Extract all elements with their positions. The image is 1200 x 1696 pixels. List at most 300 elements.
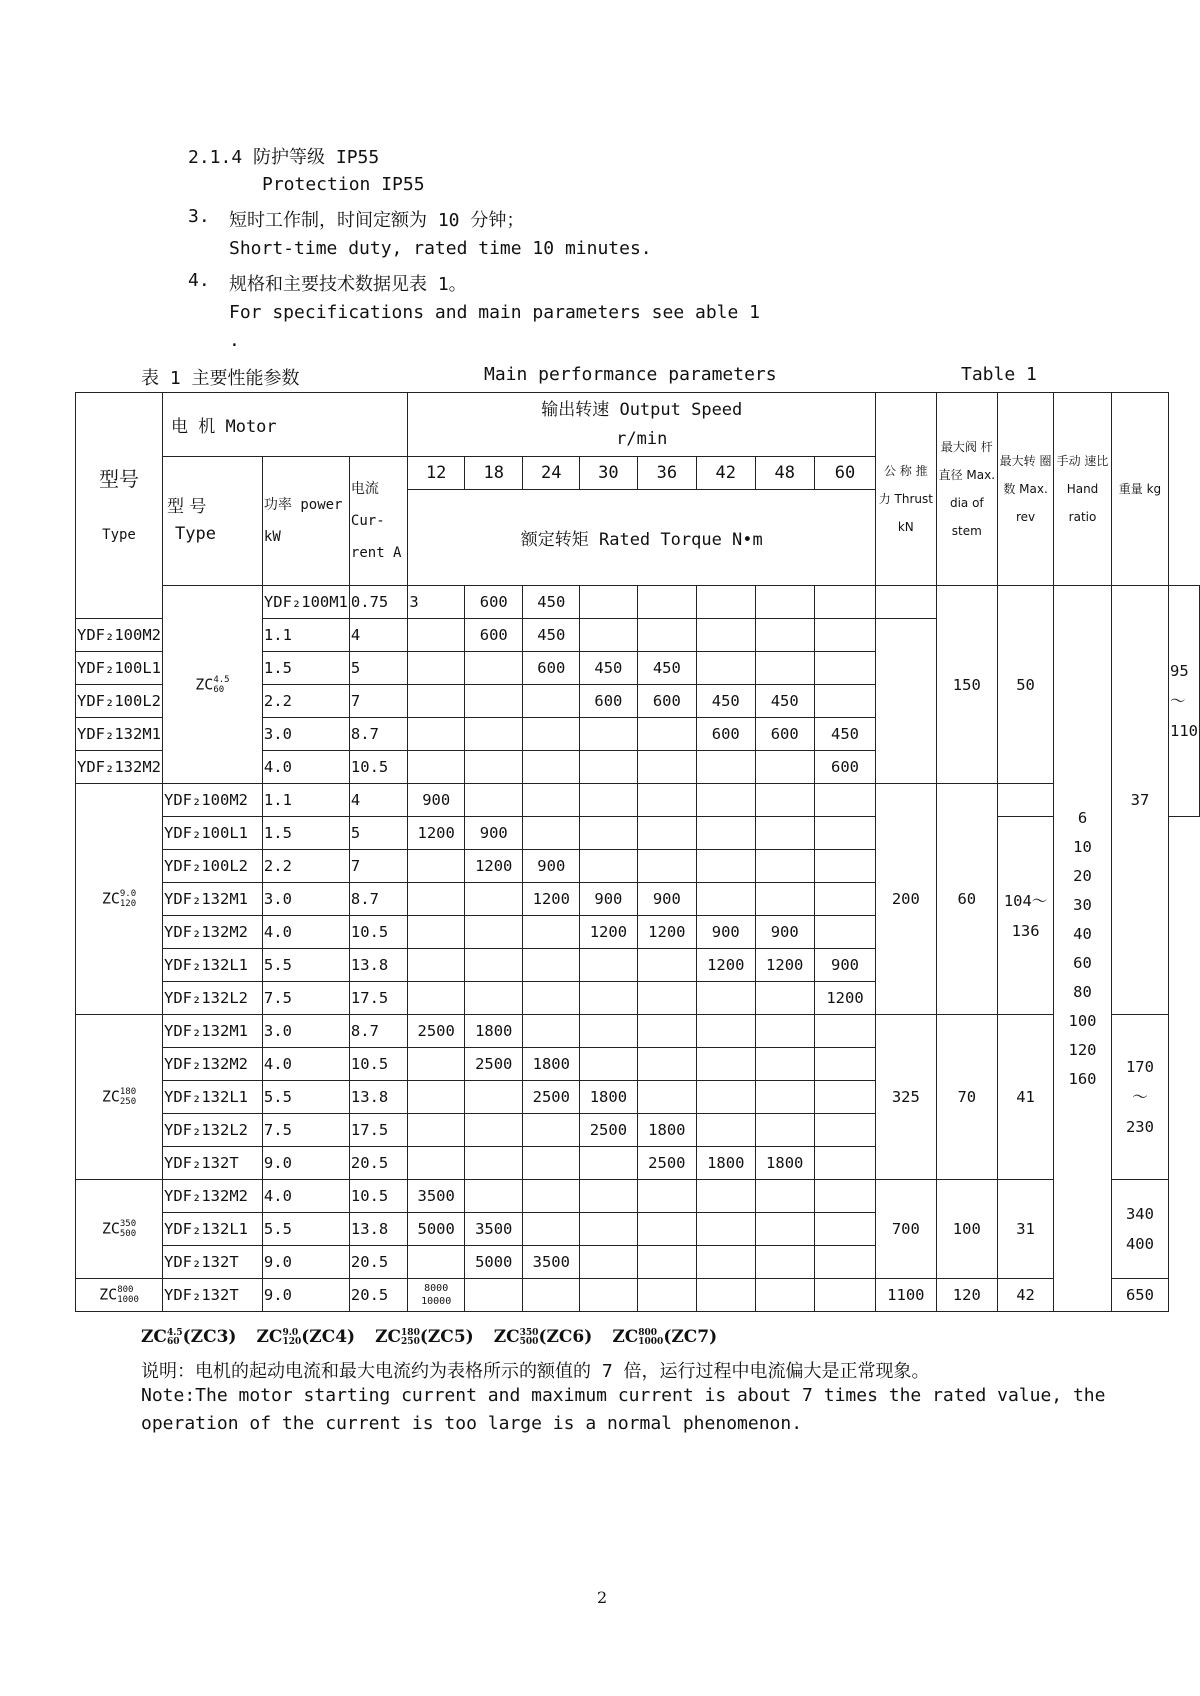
torque-cell [408,1147,465,1180]
current-cell: 20.5 [349,1246,407,1279]
current-cell: 4 [349,784,407,817]
torque-cell [637,586,696,619]
legend-code: (ZC7) [663,1327,718,1347]
header-speed-unit: r/min [616,428,668,449]
table-row [76,1279,1200,1312]
torque-cell: 1800 [637,1114,696,1147]
type-sup: 4.5 [213,674,230,685]
torque-cell [408,751,465,784]
power-cell: 5.5 [262,1213,349,1246]
torque-cell: 3500 [523,1246,580,1279]
motor-type-cell: YDF₂132M2 [163,1048,263,1081]
torque-cell: 1200 [465,850,523,883]
torque-cell [408,652,465,685]
stem-cell: 100 [936,1180,998,1279]
legend-type-sup: 350 [519,1327,539,1338]
current-cell: 20.5 [349,1147,407,1180]
current-cell: 10.5 [349,1048,407,1081]
torque-cell: 450 [814,718,875,751]
torque-cell [814,850,875,883]
torque-cell: 1200 [580,916,638,949]
type-cell [76,1279,163,1312]
torque-cell [814,652,875,685]
torque-cell [580,982,638,1015]
torque-cell: 5000 [408,1213,465,1246]
torque-cell [465,982,523,1015]
header-speed-label: 输出转速 Output Speed [541,399,743,420]
torque-cell: 450 [523,619,580,652]
current-cell: 10.5 [349,751,407,784]
section-3-number: 3. [188,206,210,227]
current-cell: 17.5 [349,1114,407,1147]
torque-cell: 1200 [697,949,755,982]
current-cell: 13.8 [349,1213,407,1246]
torque-cell [465,784,523,817]
power-cell: 3.0 [262,1015,349,1048]
legend-type-sub: 60 [166,1336,180,1347]
power-cell: 1.1 [262,784,349,817]
torque-cell [523,916,580,949]
current-cell: 17.5 [349,982,407,1015]
torque-cell [697,982,755,1015]
current-cell: 3 [408,586,465,619]
torque-cell [465,1279,523,1312]
torque-cell: 1200 [755,949,814,982]
motor-type-cell: YDF₂132T [163,1147,263,1180]
torque-cell [580,1048,638,1081]
header-max-rev: 最大转 圈数 Max. rev [998,393,1054,586]
motor-type-cell: YDF₂100L1 [76,652,163,685]
power-cell: 7.5 [262,982,349,1015]
header-motor-type-en: Type [175,524,216,544]
motor-type-cell: YDF₂100L2 [76,685,163,718]
hand-ratio-cell: 31 [998,1180,1054,1279]
torque-cell [580,586,638,619]
type-sub: 250 [119,1097,137,1107]
legend-type-sup: 800 [638,1327,658,1338]
torque-cell: 450 [580,652,638,685]
torque-cell [523,1180,580,1213]
current-cell: 13.8 [349,1081,407,1114]
torque-cell [408,1114,465,1147]
motor-type-cell: YDF₂100M1 [262,586,349,619]
torque-cell [523,718,580,751]
table-row [76,817,1200,850]
torque-cell [465,1147,523,1180]
legend-code: (ZC4) [301,1327,356,1347]
speed-col-12: 12 [408,457,465,490]
torque-cell [697,586,755,619]
torque-cell [580,1147,638,1180]
type-main: ZC [101,889,120,908]
header-stem: 最大阀 杆直径 Max. dia of stem [936,393,998,586]
torque-cell: 600 [755,718,814,751]
torque-cell [580,949,638,982]
power-cell: 5.5 [262,1081,349,1114]
torque-cell: 1800 [580,1081,638,1114]
header-type-en: Type [102,527,136,544]
torque-cell [408,916,465,949]
torque-cell [523,751,580,784]
header-speed [408,393,876,457]
thrust-cell: 1100 [876,1279,936,1312]
torque-cell: 600 [465,586,523,619]
legend-type-main: ZC [141,1327,167,1347]
torque-cell [814,1015,875,1048]
motor-type-cell: YDF₂132M2 [163,1180,263,1213]
torque-cell [408,850,465,883]
type-sub: 120 [119,899,137,909]
torque-cell [580,817,638,850]
torque-cell [637,1048,696,1081]
torque-cell [697,1114,755,1147]
torque-cell [637,1213,696,1246]
torque-cell [755,751,814,784]
torque-cell [755,619,814,652]
header-torque: 额定转矩 Rated Torque N•m [408,490,876,586]
torque-cell [697,1180,755,1213]
current-cell: 8.7 [349,718,407,751]
torque-cell [580,1180,638,1213]
torque-cell [408,982,465,1015]
legend-type-sub: 250 [401,1336,420,1347]
speed-col-30: 30 [580,457,638,490]
torque-cell [697,883,755,916]
torque-cell [697,1246,755,1279]
torque-cell [755,1279,814,1312]
type-cell [163,586,263,784]
power-cell: 0.75 [349,586,407,619]
torque-cell [523,1279,580,1312]
motor-type-cell: YDF₂100M2 [163,784,263,817]
torque-cell: 1800 [465,1015,523,1048]
current-cell: 5 [349,652,407,685]
max-rev-cell: 6 10 20 30 40 60 80 100 120 160 [1054,586,1112,1312]
note-en-line-1: Note:The motor starting current and maximum current is about 7 times the rated value, the [141,1385,1106,1406]
legend-type-sub: 1000 [638,1336,664,1347]
torque-cell [465,685,523,718]
header-hand-ratio: 手动 速比 Hand ratio [1054,393,1112,586]
section-2-1-4-cn: 2.1.4 防护等级 IP55 [188,147,380,168]
torque-cell: 900 [465,817,523,850]
torque-cell [637,1081,696,1114]
torque-cell [697,817,755,850]
motor-type-cell: YDF₂132L2 [163,1114,263,1147]
section-3-en: Short-time duty, rated time 10 minutes. [229,238,652,259]
torque-cell: 3500 [465,1213,523,1246]
torque-cell [755,982,814,1015]
legend-type-sup: 4.5 [166,1327,183,1338]
torque-cell [755,1114,814,1147]
legend-type-main: ZC [612,1327,639,1347]
current-cell: 7 [349,685,407,718]
torque-cell [637,949,696,982]
legend-type-main: ZC [375,1327,402,1347]
stem-cell: 70 [936,1015,998,1180]
legend-code: (ZC6) [538,1327,593,1347]
torque-cell [814,883,875,916]
weight-cell: 650 [1111,1279,1168,1312]
weight-cell: 170 ～ 230 [1111,1015,1168,1180]
weight-cell: 340 400 [1111,1180,1168,1279]
torque-cell: 450 [523,586,580,619]
type-sup: 9.0 [119,889,137,899]
torque-cell [465,1114,523,1147]
table-row [76,586,1200,619]
torque-cell: 900 [697,916,755,949]
type-cell [76,1180,163,1279]
torque-cell [814,1114,875,1147]
torque-cell [523,1015,580,1048]
note-cn: 说明：电机的起动电流和最大电流约为表格所示的额值的 7 倍，运行过程中电流偏大是正常现象。 [141,1361,930,1382]
torque-cell: 1200 [637,916,696,949]
power-cell: 4.0 [262,1048,349,1081]
current-cell: 10.5 [349,916,407,949]
hand-ratio-cell: 37 [1111,586,1168,1015]
power-cell: 3.0 [262,883,349,916]
torque-cell [697,1048,755,1081]
power-cell: 1.5 [262,817,349,850]
speed-col-48: 48 [755,457,814,490]
speed-col-24: 24 [523,457,580,490]
header-weight: 重量 kg [1111,393,1168,586]
hand-ratio-cell: 42 [998,1279,1054,1312]
torque-cell [697,1015,755,1048]
power-cell: 5.5 [262,949,349,982]
torque-cell [697,619,755,652]
torque-cell [755,883,814,916]
torque-cell [580,1213,638,1246]
torque-cell: 900 [523,850,580,883]
torque-cell: 900 [408,784,465,817]
type-legend [141,1327,737,1347]
torque-cell: 600 [697,718,755,751]
torque-cell [637,1279,696,1312]
hand-ratio-cell: 41 [998,1015,1054,1180]
motor-type-cell: YDF₂132L2 [163,982,263,1015]
torque-cell [408,883,465,916]
torque-cell [814,1048,875,1081]
power-cell: 1.5 [262,652,349,685]
torque-cell [465,652,523,685]
power-cell: 4.0 [262,751,349,784]
torque-cell: 900 [814,949,875,982]
torque-cell [523,1147,580,1180]
type-cell [76,784,163,1015]
torque-cell: 8000 10000 [408,1279,465,1312]
current-cell: 5 [349,817,407,850]
speed-col-60: 60 [814,457,875,490]
power-cell: 9.0 [262,1147,349,1180]
legend-type-main: ZC [256,1327,283,1347]
power-cell: 3.0 [262,718,349,751]
motor-type-cell: YDF₂132L1 [163,1213,263,1246]
section-3-cn: 短时工作制，时间定额为 10 分钟； [229,210,525,231]
torque-cell: 5000 [465,1246,523,1279]
torque-cell [637,1015,696,1048]
torque-cell: 1800 [697,1147,755,1180]
torque-cell [814,1147,875,1180]
torque-cell [637,850,696,883]
current-cell: 7 [349,850,407,883]
torque-cell [408,685,465,718]
header-motor: 电 机 Motor [163,393,408,457]
speed-col-18: 18 [465,457,523,490]
motor-type-cell: YDF₂132T [163,1246,263,1279]
current-cell: 8.7 [349,1015,407,1048]
torque-cell: 2500 [637,1147,696,1180]
torque-cell [755,1213,814,1246]
torque-cell [755,784,814,817]
header-type-cn: 型号 [99,467,139,492]
torque-cell: 600 [637,685,696,718]
torque-cell [697,850,755,883]
torque-cell [523,1213,580,1246]
torque-cell [523,949,580,982]
type-sup: 800 [117,1285,134,1295]
torque-cell [814,685,875,718]
legend-type-sup: 180 [401,1327,420,1338]
table-row [76,784,1200,817]
torque-cell [755,652,814,685]
speed-col-36: 36 [637,457,696,490]
torque-cell [465,718,523,751]
type-sub: 60 [213,684,225,695]
torque-cell [523,1114,580,1147]
torque-cell [408,949,465,982]
motor-type-cell: YDF₂132L1 [163,1081,263,1114]
torque-cell [697,1081,755,1114]
torque-cell [637,982,696,1015]
weight-cell: 104～ 136 [998,817,1054,1015]
current-cell: 10.5 [349,1180,407,1213]
speed-col-42: 42 [697,457,755,490]
section-2-1-4-en: Protection IP55 [262,174,425,195]
torque-cell: 3500 [408,1180,465,1213]
torque-cell [523,982,580,1015]
stem-cell: 120 [936,1279,998,1312]
header-row-1 [76,393,1200,457]
torque-cell [408,1246,465,1279]
torque-cell [523,685,580,718]
torque-cell [465,883,523,916]
header-type [76,393,163,619]
power-cell: 9.0 [262,1279,349,1312]
torque-cell [637,718,696,751]
torque-cell [755,850,814,883]
section-4-cn: 规格和主要技术数据见表 1。 [229,274,467,295]
type-main: ZC [101,1219,120,1238]
section-4-en: For specifications and main parameters see able 1 [229,302,761,323]
type-main: ZC [101,1087,120,1106]
torque-cell [465,949,523,982]
stem-cell: 60 [936,784,998,1015]
torque-cell [755,586,814,619]
torque-cell [465,1081,523,1114]
header-motor-type-cn: 型 号 [167,496,207,517]
torque-cell [465,916,523,949]
torque-cell [523,784,580,817]
note-en-line-2: operation of the current is too large is a normal phenomenon. [141,1413,803,1434]
torque-cell: 2500 [408,1015,465,1048]
table-caption-right: Table 1 [961,364,1037,385]
torque-cell: 450 [637,652,696,685]
torque-cell [814,1180,875,1213]
torque-cell [465,1180,523,1213]
type-cell [76,1015,163,1180]
thrust-cell: 325 [876,1015,936,1180]
power-cell: 2.2 [262,685,349,718]
motor-type-cell: YDF₂132M2 [76,751,163,784]
legend-item [375,1327,474,1347]
torque-cell [580,751,638,784]
torque-cell: 600 [814,751,875,784]
torque-cell [755,1081,814,1114]
header-current: 电流 Cur- rent A [349,457,407,586]
torque-cell [755,1015,814,1048]
power-cell: 1.1 [262,619,349,652]
torque-cell [637,751,696,784]
torque-cell [697,1279,755,1312]
torque-cell [755,1180,814,1213]
torque-cell [697,784,755,817]
torque-cell: 900 [637,883,696,916]
torque-cell [580,1015,638,1048]
type-sub: 1000 [117,1295,139,1305]
torque-cell: 1200 [408,817,465,850]
thrust-cell: 150 [936,586,998,784]
torque-cell [814,1246,875,1279]
legend-type-sub: 500 [519,1336,539,1347]
torque-cell: 2500 [523,1081,580,1114]
motor-type-cell: YDF₂132L1 [163,949,263,982]
torque-cell: 2500 [580,1114,638,1147]
section-4-dot: . [229,330,240,351]
page-number: 2 [597,1588,608,1607]
torque-cell [755,1048,814,1081]
torque-cell [637,1246,696,1279]
legend-type-sub: 120 [282,1336,302,1347]
table-row [76,1015,1200,1048]
legend-code: (ZC3) [182,1327,237,1347]
torque-cell [814,1081,875,1114]
power-cell: 9.0 [262,1246,349,1279]
torque-cell: 450 [755,685,814,718]
power-cell: 2.2 [262,850,349,883]
torque-cell: 1800 [755,1147,814,1180]
torque-cell: 1200 [523,883,580,916]
torque-cell [697,751,755,784]
motor-type-cell: YDF₂132M1 [163,883,263,916]
legend-item [612,1327,717,1347]
torque-cell: 900 [580,883,638,916]
header-motor-type [163,457,263,586]
type-main: ZC [195,675,214,693]
torque-cell [580,850,638,883]
power-cell: 7.5 [262,1114,349,1147]
section-4-number: 4. [188,270,210,291]
type-sup: 180 [119,1087,137,1097]
legend-type-sup: 9.0 [282,1327,299,1338]
torque-cell [580,718,638,751]
torque-cell: 2500 [465,1048,523,1081]
motor-type-cell: YDF₂100M2 [76,619,163,652]
torque-cell [697,1213,755,1246]
legend-type-main: ZC [493,1327,520,1347]
current-cell: 20.5 [349,1279,407,1312]
torque-cell [465,751,523,784]
table-caption-cn: 表 1 主要性能参数 [141,368,300,389]
